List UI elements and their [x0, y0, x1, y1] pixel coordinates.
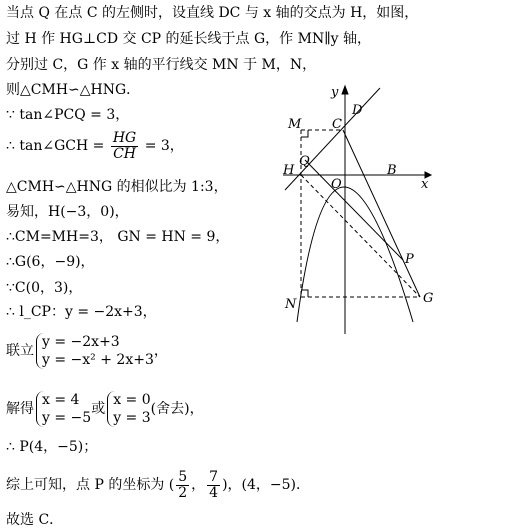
line-1: 当点 Q 在点 C 的左侧时，设直线 DC 与 x 轴的交点为 H，如图，	[6, 5, 419, 21]
line-7: △CMH∽△HNG 的相似比为 1:3，	[6, 179, 228, 195]
solution-1-x: x = 4	[42, 392, 80, 408]
line-10: ∴G(6，−9)，	[6, 254, 95, 270]
label-G: G	[423, 291, 434, 306]
tan-fraction-denominator: CH	[113, 145, 136, 162]
line-13	[6, 330, 168, 372]
line-2: 过 H 作 HG⊥CD 交 CP 的延长线于点 G，作 MN∥y 轴，	[6, 31, 372, 47]
line-15: ∴ P(4，−5)；	[6, 439, 98, 455]
line-11: ∵C(0，3)，	[6, 280, 83, 296]
line-6-prefix: ∴ tan∠GCH =	[6, 138, 105, 154]
equation-1: y = −2x+3	[42, 334, 120, 350]
line-14	[6, 388, 204, 430]
label-Q: Q	[299, 154, 310, 169]
equation-system	[36, 333, 154, 369]
line-13-suffix: ，	[153, 343, 168, 359]
geometry-figure	[275, 82, 455, 342]
right-angle-M	[301, 130, 308, 137]
or-word: 或	[91, 401, 106, 417]
fraction-5-2-denominator: 2	[178, 484, 188, 501]
line-9: ∴CM=MH=3， GN = HN = 9，	[6, 229, 230, 245]
label-B: B	[387, 163, 397, 178]
fraction-5-2-numerator: 5	[178, 468, 188, 485]
line-17: 故选 C．	[6, 512, 64, 528]
line-13-prefix: 联立	[6, 343, 34, 359]
label-O: O	[331, 177, 342, 192]
solution-1-y: y = −5	[42, 410, 92, 426]
fraction-7-4	[207, 470, 220, 501]
line-HG	[301, 175, 420, 297]
label-H: H	[283, 163, 295, 178]
label-P: P	[405, 252, 414, 267]
label-C: C	[332, 117, 342, 132]
fraction-7-4-denominator: 4	[209, 484, 219, 501]
line-8: 易知，H(−3，0)，	[6, 204, 129, 220]
line-16-comma: ，	[191, 477, 206, 493]
equation-2: y = −x² + 2x+3	[42, 352, 154, 368]
line-6	[6, 128, 184, 164]
line-CG	[343, 130, 420, 297]
line-5: ∵ tan∠PCQ = 3，	[6, 107, 130, 123]
line-16-prefix: 综上可知，点 P 的坐标为 (	[6, 477, 175, 493]
line-6-suffix: = 3，	[144, 138, 184, 154]
fraction-5-2	[176, 470, 189, 501]
tan-fraction-numerator: HG	[112, 129, 137, 146]
fraction-7-4-numerator: 7	[209, 468, 219, 485]
line-4: 则△CMH∽△HNG．	[6, 82, 141, 98]
parabola	[297, 187, 413, 322]
solution-2-y: y = 3	[113, 410, 151, 426]
line-16-suffix: )，(4，−5)．	[222, 477, 311, 493]
line-3: 分别过 C，G 作 x 轴的平行线交 MN 于 M，N，	[6, 57, 317, 73]
line-12: ∴ l_CP：y = −2x+3，	[6, 304, 157, 320]
tan-fraction	[111, 131, 138, 162]
label-y: y	[331, 85, 339, 100]
line-14-suffix: (舍去)，	[150, 401, 204, 417]
label-N: N	[285, 297, 297, 312]
line-16	[6, 466, 310, 504]
solution-set-1	[36, 391, 91, 427]
y-axis-arrow	[342, 86, 348, 94]
solution-2-x: x = 0	[113, 392, 151, 408]
line-14-prefix: 解得	[6, 401, 34, 417]
label-x: x	[421, 177, 429, 192]
solution-set-2	[107, 391, 150, 427]
label-D: D	[352, 103, 363, 118]
label-M: M	[288, 117, 302, 132]
